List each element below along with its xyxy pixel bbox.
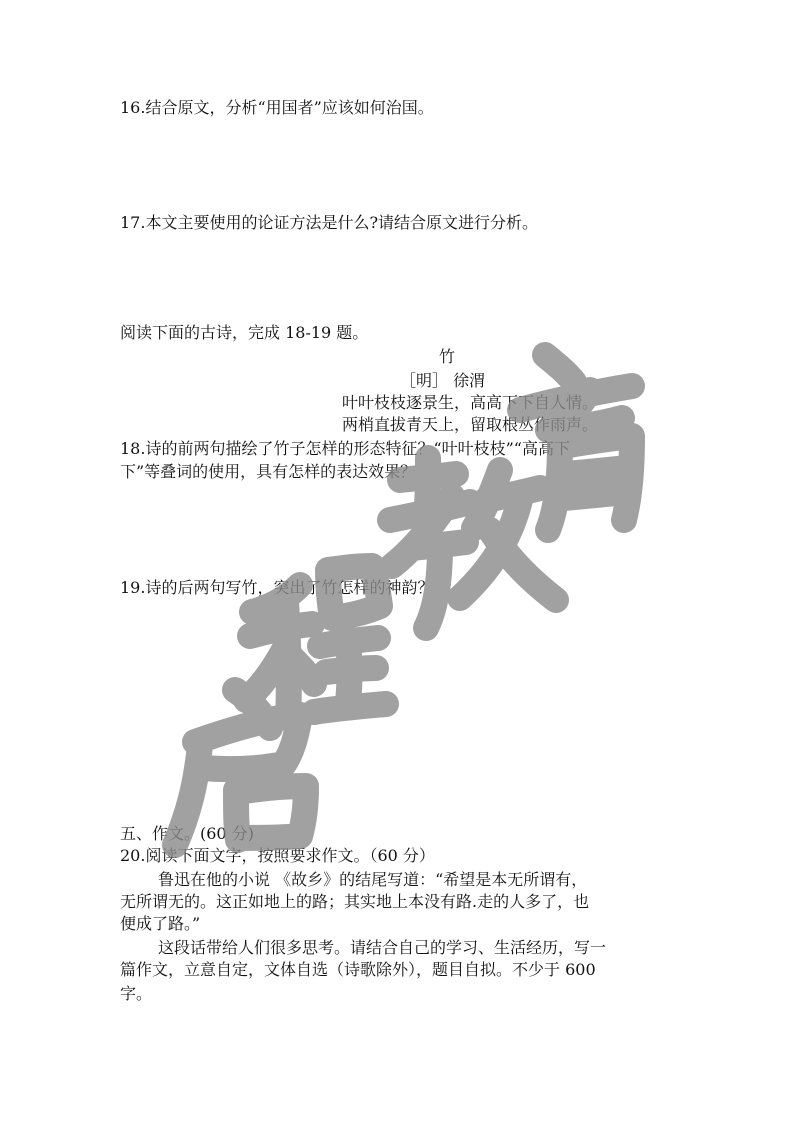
essay-paragraph-2-line-2: 篇作文，立意自定，文体自选（诗歌除外），题目自拟。不少于 600 — [120, 960, 596, 979]
essay-paragraph-2-line-3: 字。 — [120, 984, 153, 1003]
poem-intro: 阅读下面的古诗，完成 18-19 题。 — [120, 323, 369, 342]
poem-line-2: 两梢直拔青天上，留取根丛作雨声。 — [342, 415, 599, 434]
poem-author: ［明］ 徐渭 — [400, 371, 486, 390]
question-20: 20.阅读下面文字，按照要求作文。（60 分） — [120, 846, 435, 865]
essay-paragraph-1-line-2: 无所谓无的。这正如地上的路；其实地上本没有路.走的人多了，也 — [120, 892, 590, 911]
question-16: 16.结合原文，分析“用国者”应该如何治国。 — [120, 98, 434, 117]
poem-title: 竹 — [439, 347, 456, 366]
essay-section-heading: 五、作文。(60 分) — [120, 824, 254, 843]
question-18-line-1: 18.诗的前两句描绘了竹子怎样的形态特征？“叶叶枝枝”“高高下 — [120, 439, 570, 458]
essay-paragraph-2-line-1: 这段话带给人们很多思考。请结合自己的学习、生活经历，写一 — [158, 938, 607, 957]
essay-paragraph-1-line-1: 鲁迅在他的小说 《故乡》的结尾写道：“希望是本无所谓有， — [158, 870, 588, 889]
essay-paragraph-1-line-3: 便成了路。” — [120, 914, 201, 933]
question-19: 19.诗的后两句写竹，突出了竹怎样的神韵？ — [120, 578, 434, 597]
question-18-line-2: 下”等叠词的使用，具有怎样的表达效果？ — [120, 462, 417, 481]
question-17: 17.本文主要使用的论证方法是什么?请结合原文进行分析。 — [120, 213, 539, 232]
poem-line-1: 叶叶枝枝逐景生，高高下下自人情。 — [342, 393, 599, 412]
